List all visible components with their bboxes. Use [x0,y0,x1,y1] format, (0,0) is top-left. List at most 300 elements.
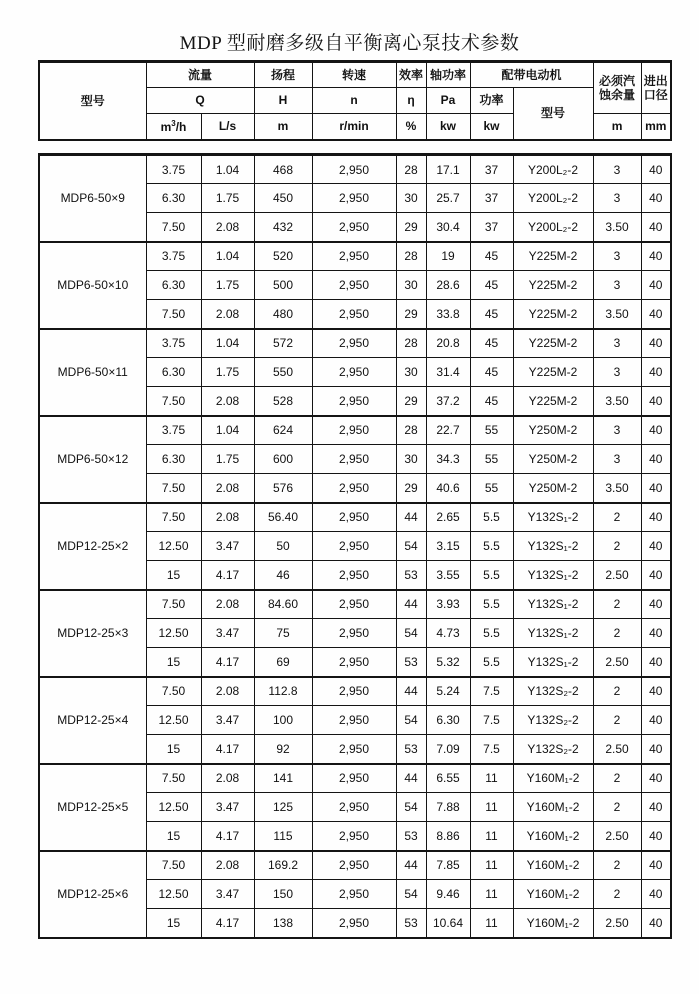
header-npsh-line1: 必须汽 [599,73,636,88]
data-cell: Y225M-2 [513,329,593,358]
data-cell: 1.04 [201,242,254,271]
data-cell: Y132S₁-2 [513,561,593,590]
data-cell: 12.50 [146,706,201,735]
header-motor-power: 功率 [470,88,513,114]
data-cell: 3.50 [593,213,641,242]
table-row [39,329,671,358]
data-cell: 2,950 [312,648,396,677]
data-cell: 53 [396,822,426,851]
data-cell: 1.75 [201,184,254,213]
data-cell: 11 [470,764,513,793]
data-cell: 12.50 [146,532,201,561]
data-cell: 4.17 [201,561,254,590]
data-cell: 7.50 [146,677,201,706]
data-cell: 40 [641,503,671,532]
data-cell: 40 [641,735,671,764]
data-cell: Y132S₂-2 [513,735,593,764]
data-cell: 450 [254,184,312,213]
data-cell: 2 [593,764,641,793]
data-cell: 12.50 [146,619,201,648]
data-cell: 550 [254,358,312,387]
data-cell: 3.50 [593,300,641,329]
data-cell: 1.04 [201,416,254,445]
data-cell: 576 [254,474,312,503]
data-cell: 37.2 [426,387,470,416]
data-cell: 150 [254,880,312,909]
header-pump-model: 型号 [39,62,146,140]
data-cell: 100 [254,706,312,735]
data-cell: 11 [470,909,513,938]
header-npsh-unit: m [593,114,641,140]
data-cell: 12.50 [146,793,201,822]
data-cell: 600 [254,445,312,474]
data-cell: 6.30 [426,706,470,735]
data-cell: 4.73 [426,619,470,648]
data-cell: 53 [396,735,426,764]
data-cell: 7.50 [146,503,201,532]
data-cell: 54 [396,706,426,735]
data-cell: 17.1 [426,155,470,184]
data-cell: 40 [641,271,671,300]
data-cell: 34.3 [426,445,470,474]
data-cell: 40 [641,880,671,909]
data-cell: 40 [641,590,671,619]
pump-model-cell: MDP12-25×3 [39,590,146,677]
data-cell: 4.17 [201,909,254,938]
data-cell: Y132S₁-2 [513,590,593,619]
header-shaft-power: 轴功率 [426,62,470,88]
data-cell: 19 [426,242,470,271]
data-cell: 5.5 [470,590,513,619]
data-cell: 2,950 [312,474,396,503]
data-cell: 40.6 [426,474,470,503]
data-cell: 7.09 [426,735,470,764]
data-cell: 2.50 [593,648,641,677]
data-cell: 2 [593,532,641,561]
data-cell: 3 [593,416,641,445]
data-cell: 28 [396,155,426,184]
data-cell: 15 [146,648,201,677]
data-cell: 2,950 [312,271,396,300]
data-cell: 40 [641,213,671,242]
data-cell: Y132S₁-2 [513,532,593,561]
data-cell: 45 [470,242,513,271]
data-cell: Y160M₁-2 [513,880,593,909]
data-cell: 2.08 [201,503,254,532]
data-cell: 37 [470,213,513,242]
header-port [641,62,671,114]
header-head-symbol: H [254,88,312,114]
data-cell: Y200L₂-2 [513,155,593,184]
pump-model-cell: MDP12-25×2 [39,503,146,590]
data-cell: 44 [396,503,426,532]
data-cell: 7.50 [146,474,201,503]
data-cell: 40 [641,822,671,851]
header-npsh [593,62,641,114]
pump-model-cell: MDP6-50×9 [39,155,146,242]
data-cell: 40 [641,706,671,735]
data-cell: 2,950 [312,880,396,909]
data-cell: 5.5 [470,619,513,648]
data-cell: 30 [396,184,426,213]
data-cell: 45 [470,329,513,358]
header-port-unit: mm [641,114,671,140]
data-cell: 8.86 [426,822,470,851]
table-row [39,590,671,619]
data-cell: 46 [254,561,312,590]
data-cell: 7.50 [146,387,201,416]
data-cell: 169.2 [254,851,312,880]
data-cell: Y132S₂-2 [513,706,593,735]
data-cell: 12.50 [146,880,201,909]
header-head: 扬程 [254,62,312,88]
data-cell: Y250M-2 [513,416,593,445]
data-cell: 6.55 [426,764,470,793]
data-cell: 7.50 [146,213,201,242]
header-flow-unit-m3h: $m^3/h$ [146,114,201,140]
table-row [39,416,671,445]
data-cell: 2 [593,677,641,706]
data-cell: 44 [396,851,426,880]
data-cell: 3 [593,155,641,184]
data-cell: 11 [470,793,513,822]
data-cell: 9.46 [426,880,470,909]
data-cell: 4.17 [201,822,254,851]
data-cell: 2,950 [312,300,396,329]
data-cell: Y225M-2 [513,300,593,329]
header-motor: 配带电动机 [470,62,593,88]
data-cell: 28.6 [426,271,470,300]
data-cell: 2,950 [312,677,396,706]
data-cell: 3.50 [593,474,641,503]
data-cell: 45 [470,300,513,329]
data-cell: 2,950 [312,706,396,735]
data-cell: 2.50 [593,561,641,590]
data-cell: 2.08 [201,677,254,706]
data-cell: 2,950 [312,822,396,851]
data-cell: 15 [146,561,201,590]
data-cell: 11 [470,822,513,851]
data-cell: 10.64 [426,909,470,938]
data-cell: 7.88 [426,793,470,822]
data-cell: Y132S₂-2 [513,677,593,706]
data-cell: 92 [254,735,312,764]
pump-model-cell: MDP6-50×10 [39,242,146,329]
data-cell: 11 [470,851,513,880]
data-cell: 3.55 [426,561,470,590]
data-cell: 25.7 [426,184,470,213]
data-cell: 40 [641,387,671,416]
data-cell: 29 [396,213,426,242]
data-cell: 3 [593,242,641,271]
header-shaft-power-symbol: Pa [426,88,470,114]
pump-model-cell: MDP6-50×12 [39,416,146,503]
pump-model-cell: MDP12-25×4 [39,677,146,764]
data-cell: Y200L₂-2 [513,184,593,213]
data-cell: 2,950 [312,387,396,416]
data-cell: 7.50 [146,851,201,880]
data-cell: 1.75 [201,271,254,300]
header-flow-symbol: Q [146,88,254,114]
data-cell: 2 [593,880,641,909]
data-cell: 40 [641,561,671,590]
data-cell: 55 [470,416,513,445]
header-shaft-power-unit: kw [426,114,470,140]
pump-model-cell: MDP12-25×5 [39,764,146,851]
data-cell: 40 [641,184,671,213]
header-efficiency-unit: % [396,114,426,140]
data-cell: 2.08 [201,590,254,619]
data-cell: 7.5 [470,677,513,706]
data-cell: 3 [593,271,641,300]
data-cell: 2,950 [312,155,396,184]
data-cell: 2.08 [201,851,254,880]
header-head-unit: m [254,114,312,140]
data-cell: 500 [254,271,312,300]
data-cell: 40 [641,329,671,358]
table-row [39,503,671,532]
data-cell: 40 [641,648,671,677]
data-cell: 572 [254,329,312,358]
data-cell: 2 [593,619,641,648]
data-cell: 40 [641,358,671,387]
data-cell: 1.04 [201,155,254,184]
header-motor-model: 型号 [513,88,593,140]
data-cell: 1.75 [201,358,254,387]
data-table [38,153,672,939]
data-cell: 2.08 [201,300,254,329]
data-cell: Y250M-2 [513,445,593,474]
data-cell: Y132S₁-2 [513,619,593,648]
data-cell: 3.75 [146,329,201,358]
data-cell: 2,950 [312,416,396,445]
data-cell: 125 [254,793,312,822]
data-cell: 3.75 [146,155,201,184]
data-cell: 22.7 [426,416,470,445]
pump-model-cell: MDP6-50×11 [39,329,146,416]
data-cell: 2.50 [593,822,641,851]
data-cell: 2,950 [312,242,396,271]
data-cell: 7.85 [426,851,470,880]
data-cell: 2,950 [312,358,396,387]
header-row-1 [39,62,671,88]
data-cell: 55 [470,445,513,474]
data-cell: 54 [396,880,426,909]
data-cell: 2 [593,793,641,822]
table-row [39,764,671,793]
data-cell: 40 [641,416,671,445]
data-cell: 2.65 [426,503,470,532]
data-cell: 2 [593,590,641,619]
data-cell: 1.75 [201,445,254,474]
data-cell: 468 [254,155,312,184]
data-cell: 45 [470,358,513,387]
data-cell: Y160M₁-2 [513,851,593,880]
data-cell: 40 [641,851,671,880]
data-cell: 520 [254,242,312,271]
data-cell: 3.50 [593,387,641,416]
data-cell: 30 [396,445,426,474]
data-cell: 44 [396,590,426,619]
data-cell: 30 [396,358,426,387]
data-cell: 37 [470,155,513,184]
data-cell: 40 [641,793,671,822]
data-cell: 53 [396,561,426,590]
data-cell: 3.75 [146,242,201,271]
data-cell: Y200L₂-2 [513,213,593,242]
data-cell: 55 [470,474,513,503]
data-cell: 2,950 [312,764,396,793]
data-cell: 29 [396,474,426,503]
data-cell: 3.93 [426,590,470,619]
data-cell: 2 [593,851,641,880]
data-cell: 2,950 [312,561,396,590]
data-cell: 40 [641,300,671,329]
data-cell: Y225M-2 [513,271,593,300]
data-cell: 4.17 [201,735,254,764]
data-cell: 40 [641,155,671,184]
data-cell: 40 [641,445,671,474]
data-cell: 40 [641,474,671,503]
data-cell: 5.5 [470,503,513,532]
data-cell: 5.5 [470,532,513,561]
data-cell: 3.47 [201,706,254,735]
page-title: MDP 型耐磨多级自平衡离心泵技术参数 [179,33,520,54]
data-cell: 3.47 [201,619,254,648]
data-cell: 2.08 [201,213,254,242]
data-cell: 5.24 [426,677,470,706]
data-cell: 69 [254,648,312,677]
data-cell: 40 [641,764,671,793]
header-speed: 转速 [312,62,396,88]
data-cell: 2.08 [201,387,254,416]
header-npsh-line2: 蚀余量 [599,88,636,102]
data-cell: 75 [254,619,312,648]
data-cell: Y132S₁-2 [513,503,593,532]
data-cell: Y250M-2 [513,474,593,503]
header-efficiency: 效率 [396,62,426,88]
data-cell: 2,950 [312,590,396,619]
data-cell: 28 [396,416,426,445]
header-flow-unit-ls: L/s [201,114,254,140]
data-cell: 53 [396,909,426,938]
header-speed-symbol: n [312,88,396,114]
data-cell: Y225M-2 [513,242,593,271]
data-cell: 2.08 [201,764,254,793]
data-cell: 480 [254,300,312,329]
data-cell: 45 [470,387,513,416]
data-cell: 33.8 [426,300,470,329]
data-cell: 5.5 [470,561,513,590]
table-row [39,677,671,706]
data-cell: 40 [641,677,671,706]
data-cell: 2 [593,706,641,735]
data-cell: 40 [641,532,671,561]
data-cell: 7.5 [470,706,513,735]
data-cell: 54 [396,619,426,648]
data-cell: 7.50 [146,764,201,793]
data-cell: 40 [641,909,671,938]
data-cell: Y160M₁-2 [513,764,593,793]
data-cell: 2,950 [312,503,396,532]
data-cell: 5.5 [470,648,513,677]
data-cell: 2,950 [312,445,396,474]
data-cell: 6.30 [146,445,201,474]
data-cell: 2 [593,503,641,532]
data-cell: 2,950 [312,532,396,561]
data-cell: 15 [146,735,201,764]
data-cell: 40 [641,619,671,648]
data-cell: 6.30 [146,271,201,300]
data-cell: 3.15 [426,532,470,561]
data-cell: 2,950 [312,909,396,938]
data-cell: Y225M-2 [513,358,593,387]
header-efficiency-symbol: η [396,88,426,114]
table-row [39,851,671,880]
header-speed-unit: r/min [312,114,396,140]
data-cell: 28 [396,242,426,271]
data-cell: 528 [254,387,312,416]
data-cell: 7.5 [470,735,513,764]
data-cell: 2.08 [201,474,254,503]
data-cell: 7.50 [146,300,201,329]
data-cell: 53 [396,648,426,677]
table-row [39,155,671,184]
data-cell: 115 [254,822,312,851]
data-cell: 54 [396,532,426,561]
data-cell: 2,950 [312,619,396,648]
data-cell: 5.32 [426,648,470,677]
data-cell: 29 [396,387,426,416]
data-cell: 2,950 [312,793,396,822]
data-cell: 3 [593,445,641,474]
data-cell: 31.4 [426,358,470,387]
header-port-line2: 口径 [643,88,668,102]
data-cell: 30.4 [426,213,470,242]
data-cell: 432 [254,213,312,242]
data-cell: 1.04 [201,329,254,358]
data-cell: 2,950 [312,184,396,213]
data-cell: 3.47 [201,793,254,822]
data-cell: 15 [146,909,201,938]
data-cell: 2.50 [593,909,641,938]
data-cell: 37 [470,184,513,213]
data-cell: 3 [593,329,641,358]
table-row [39,242,671,271]
data-cell: 50 [254,532,312,561]
data-cell: 112.8 [254,677,312,706]
header-flow: 流量 [146,62,254,88]
data-table-body [39,155,671,938]
data-cell: Y132S₁-2 [513,648,593,677]
data-cell: 2,950 [312,213,396,242]
data-cell: Y160M₁-2 [513,793,593,822]
data-cell: 3.75 [146,416,201,445]
data-cell: 138 [254,909,312,938]
data-cell: 2.50 [593,735,641,764]
data-cell: 3.47 [201,880,254,909]
data-cell: 141 [254,764,312,793]
data-cell: 3.47 [201,532,254,561]
data-cell: 56.40 [254,503,312,532]
data-cell: 30 [396,271,426,300]
data-cell: 84.60 [254,590,312,619]
data-cell: Y225M-2 [513,387,593,416]
data-cell: 20.8 [426,329,470,358]
data-cell: 44 [396,677,426,706]
data-cell: 15 [146,822,201,851]
data-cell: 6.30 [146,358,201,387]
